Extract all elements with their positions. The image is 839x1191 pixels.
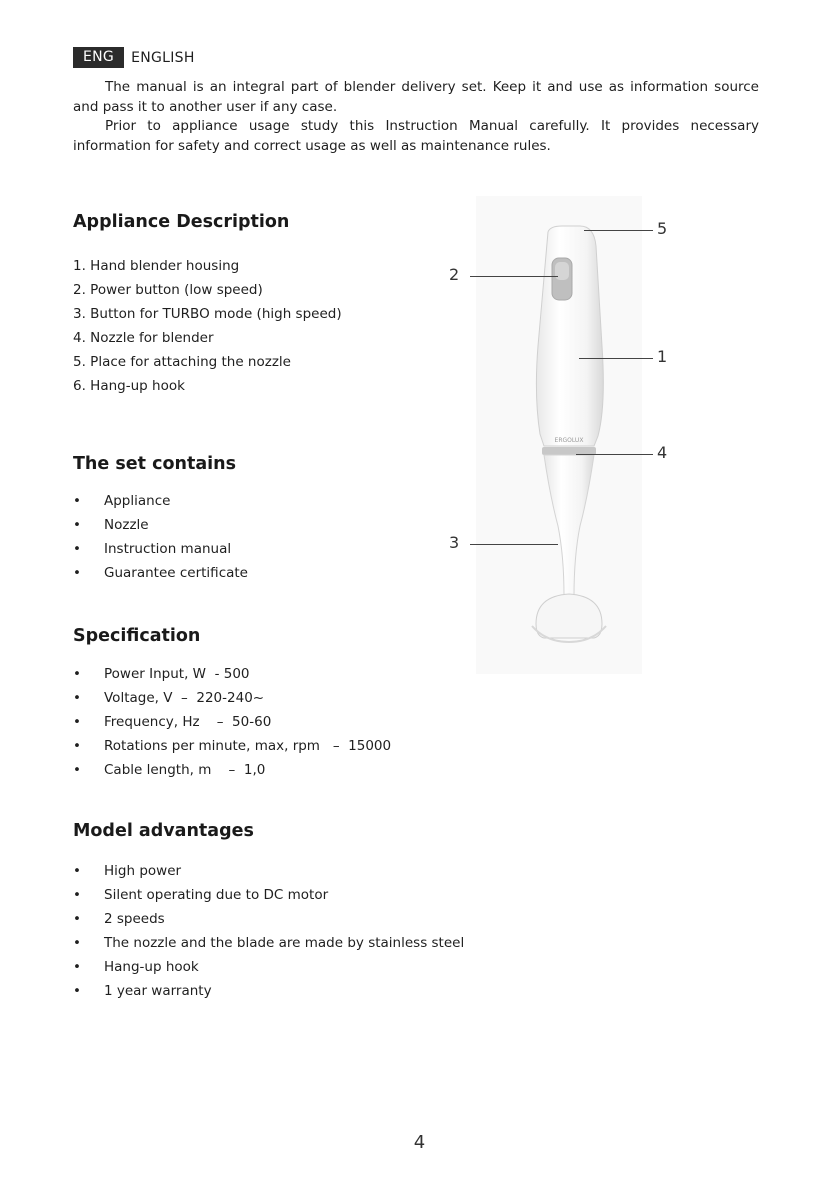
callout-line-3 [470, 544, 558, 545]
page-number: 4 [413, 1132, 426, 1153]
list-item: • Guarantee certificate [73, 561, 248, 585]
list-item: • Hang-up hook [73, 955, 464, 979]
list-item: • Instruction manual [73, 537, 248, 561]
description-list [73, 254, 342, 398]
list-item: • 1 year warranty [73, 979, 464, 1003]
list-item: • Frequency, Hz – 50-60 [73, 710, 391, 734]
language-header [73, 47, 195, 68]
intro-paragraph-2: Prior to appliance usage study this Instruction Manual carefully. It provides necessary information for safety and correct usage as well as maintenance rules. [73, 118, 759, 154]
list-item: 5. Place for attaching the nozzle [73, 354, 291, 370]
blender-shaft [544, 455, 594, 596]
list-item: 4. Nozzle for blender [73, 330, 214, 346]
list-item: • Cable length, m – 1,0 [73, 758, 391, 782]
blender-housing [536, 226, 603, 446]
language-code-badge: ENG [73, 47, 124, 68]
blender-figure [476, 196, 642, 674]
section-title-advantages: Model advantages [73, 821, 254, 841]
list-item: • Power Input, W - 500 [73, 662, 391, 686]
list-item: • The nozzle and the blade are made by stainless steel [73, 931, 464, 955]
section-title-specification: Specification [73, 626, 201, 646]
intro-paragraph-1: The manual is an integral part of blender delivery set. Keep it and use as information source and pass it to another user if any case. [73, 79, 759, 115]
list-item: • High power [73, 859, 464, 883]
list-item: • Appliance [73, 489, 248, 513]
list-item: 6. Hang-up hook [73, 378, 185, 394]
language-name: ENGLISH [131, 49, 195, 66]
callout-number-2: 2 [449, 265, 460, 284]
intro-text [73, 78, 759, 156]
callout-number-5: 5 [657, 219, 668, 238]
set-list [73, 489, 248, 585]
blade-guard [536, 594, 602, 638]
callout-number-4: 4 [657, 443, 668, 462]
advantages-list [73, 859, 464, 1003]
brand-label: ERGOLUX [554, 437, 584, 444]
callout-number-1: 1 [657, 347, 668, 366]
callout-number-3: 3 [449, 533, 460, 552]
list-item: • 2 speeds [73, 907, 464, 931]
list-item: 3. Button for TURBO mode (high speed) [73, 306, 342, 322]
list-item: 2. Power button (low speed) [73, 282, 263, 298]
section-title-set: The set contains [73, 454, 237, 474]
callout-line-2 [470, 276, 558, 277]
callout-line-4 [576, 454, 653, 455]
list-item: • Voltage, V – 220-240~ [73, 686, 391, 710]
callout-line-1 [579, 358, 653, 359]
list-item: • Rotations per minute, max, rpm – 15000 [73, 734, 391, 758]
blender-illustration [476, 196, 642, 674]
specification-list [73, 662, 391, 782]
list-item: 1. Hand blender housing [73, 258, 240, 274]
callout-line-5 [584, 230, 653, 231]
list-item: • Nozzle [73, 513, 248, 537]
section-title-description: Appliance Description [73, 212, 290, 232]
list-item: • Silent operating due to DC motor [73, 883, 464, 907]
